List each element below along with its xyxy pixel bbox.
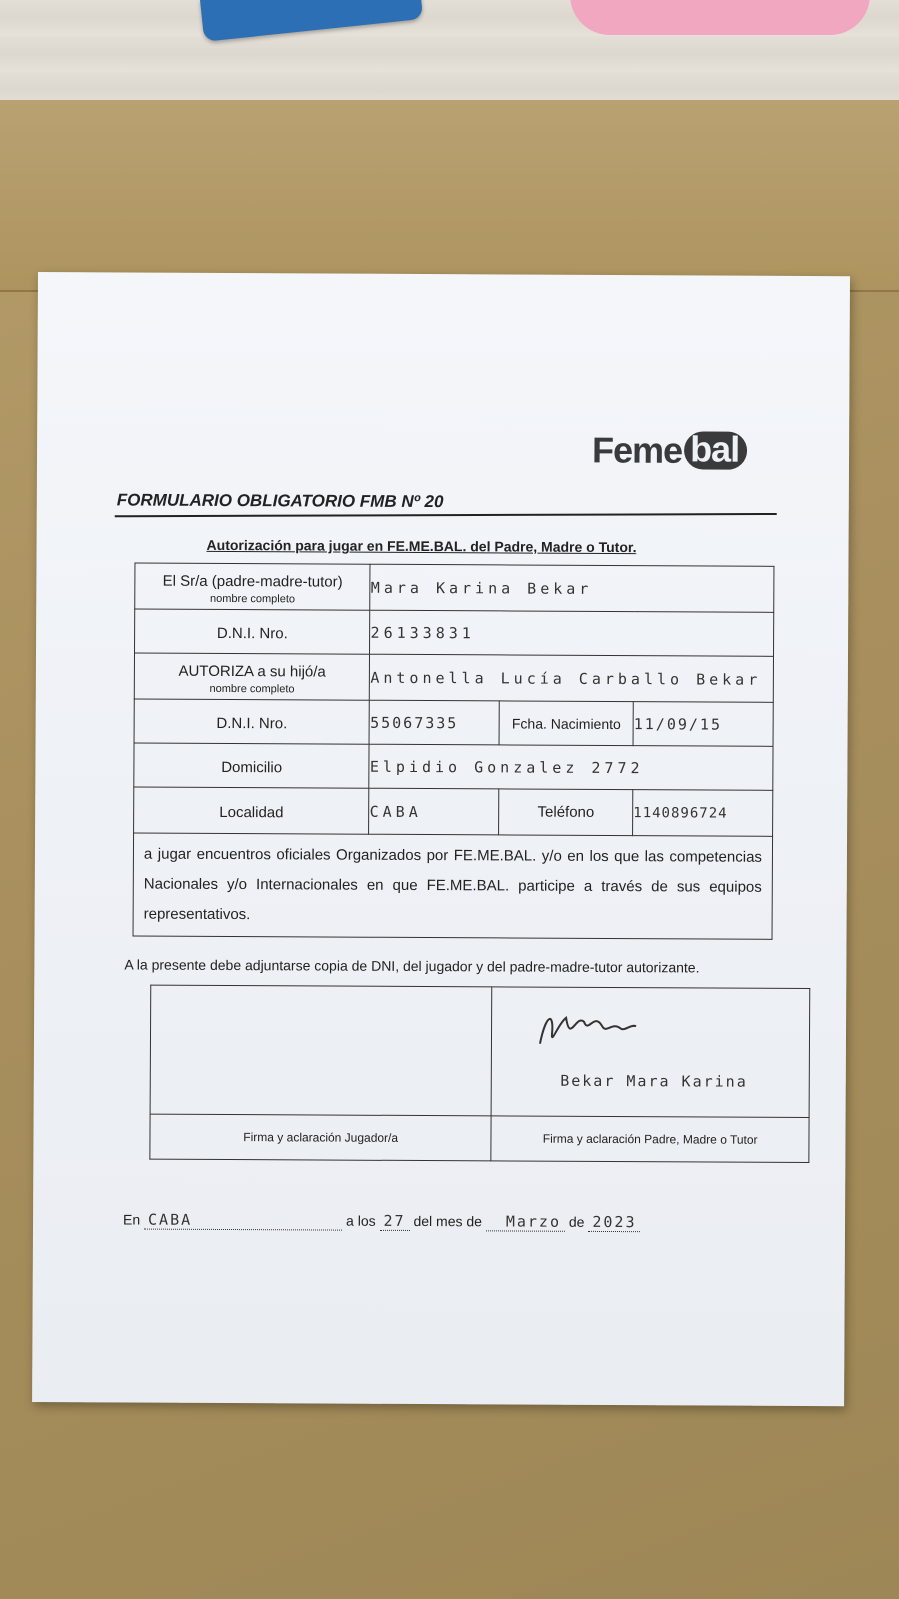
envelope-flap <box>0 100 899 292</box>
tutor-label: El Sr/a (padre-madre-tutor) <box>162 572 343 591</box>
day-field[interactable]: 27 <box>379 1212 409 1231</box>
domicilio-label: Domicilio <box>221 758 283 777</box>
autoriza-sublabel: nombre completo <box>209 682 295 695</box>
logo-text-bal: bal <box>684 432 747 470</box>
place-field[interactable]: CABA <box>144 1211 342 1231</box>
localidad-label-cell <box>134 787 370 834</box>
tutor-signature-mark <box>532 1004 642 1062</box>
authorization-notice: a jugar encuentros oficiales Organizados por FE.ME.BAL. y/o en los que las competencias Nacionales y/o Internacionales en que FE.ME.BAL. participe a través de sus equipos representativos. <box>133 833 773 939</box>
en-label: En <box>122 1211 141 1228</box>
tutor-name-field[interactable]: Mara Karina Bekar <box>370 564 774 612</box>
authorization-table <box>133 563 775 940</box>
logo-text-feme: Feme <box>591 429 683 471</box>
place-date-line <box>123 1210 641 1231</box>
dni-copy-notice: A la presente debe adjuntarse copia de DNI, del jugador y del padre-madre-tutor autorizante. <box>124 956 700 976</box>
month-field[interactable]: Marzo <box>486 1212 565 1231</box>
tutor-signature-area[interactable] <box>492 987 810 1118</box>
dni-hijo-label: D.N.I. Nro. <box>216 714 288 733</box>
dni-tutor-field[interactable]: 26133831 <box>370 610 774 656</box>
tutor-label-cell <box>135 563 371 610</box>
mes-label: del mes de <box>413 1212 483 1230</box>
de-label: de <box>568 1213 585 1230</box>
jugador-signature-label: Firma y aclaración Jugador/a <box>150 1114 492 1161</box>
domicilio-field[interactable]: Elpidio Gonzalez 2772 <box>369 744 773 790</box>
signatures-table <box>149 985 810 1163</box>
localidad-label: Localidad <box>219 803 284 822</box>
domicilio-label-cell <box>134 743 370 788</box>
dni-tutor-label-cell <box>135 609 371 654</box>
dni-hijo-field[interactable]: 55067335 <box>370 700 500 745</box>
form-subtitle: Autorización para jugar en FE.ME.BAL. del Padre, Madre o Tutor. <box>206 536 637 556</box>
telefono-field[interactable]: 1140896724 <box>633 790 773 837</box>
tutor-signature-label: Firma y aclaración Padre, Madre o Tutor <box>491 1116 809 1163</box>
nacimiento-field[interactable]: 11/09/15 <box>633 702 773 747</box>
pink-object <box>570 0 870 35</box>
dni-tutor-label: D.N.I. Nro. <box>216 624 288 643</box>
autoriza-label-cell <box>134 653 370 700</box>
title-divider <box>115 513 777 517</box>
nacimiento-label: Fcha. Nacimiento <box>499 701 633 746</box>
localidad-field[interactable]: CABA <box>369 788 499 835</box>
autoriza-label: AUTORIZA a su hijó/a <box>178 662 326 681</box>
jugador-signature-area[interactable] <box>150 985 492 1116</box>
alos-label: a los <box>346 1212 376 1229</box>
form-sheet <box>32 272 850 1406</box>
year-field[interactable]: 2023 <box>588 1213 640 1232</box>
dni-hijo-label-cell <box>134 699 370 744</box>
tutor-signature-name: Bekar Mara Karina <box>560 1071 748 1091</box>
femebal-logo <box>591 427 747 471</box>
telefono-label: Teléfono <box>499 789 633 836</box>
form-title: FORMULARIO OBLIGATORIO FMB Nº 20 <box>116 490 444 512</box>
hijo-name-field[interactable]: Antonella Lucía Carballo Bekar <box>370 654 774 702</box>
tutor-sublabel: nombre completo <box>209 592 296 605</box>
